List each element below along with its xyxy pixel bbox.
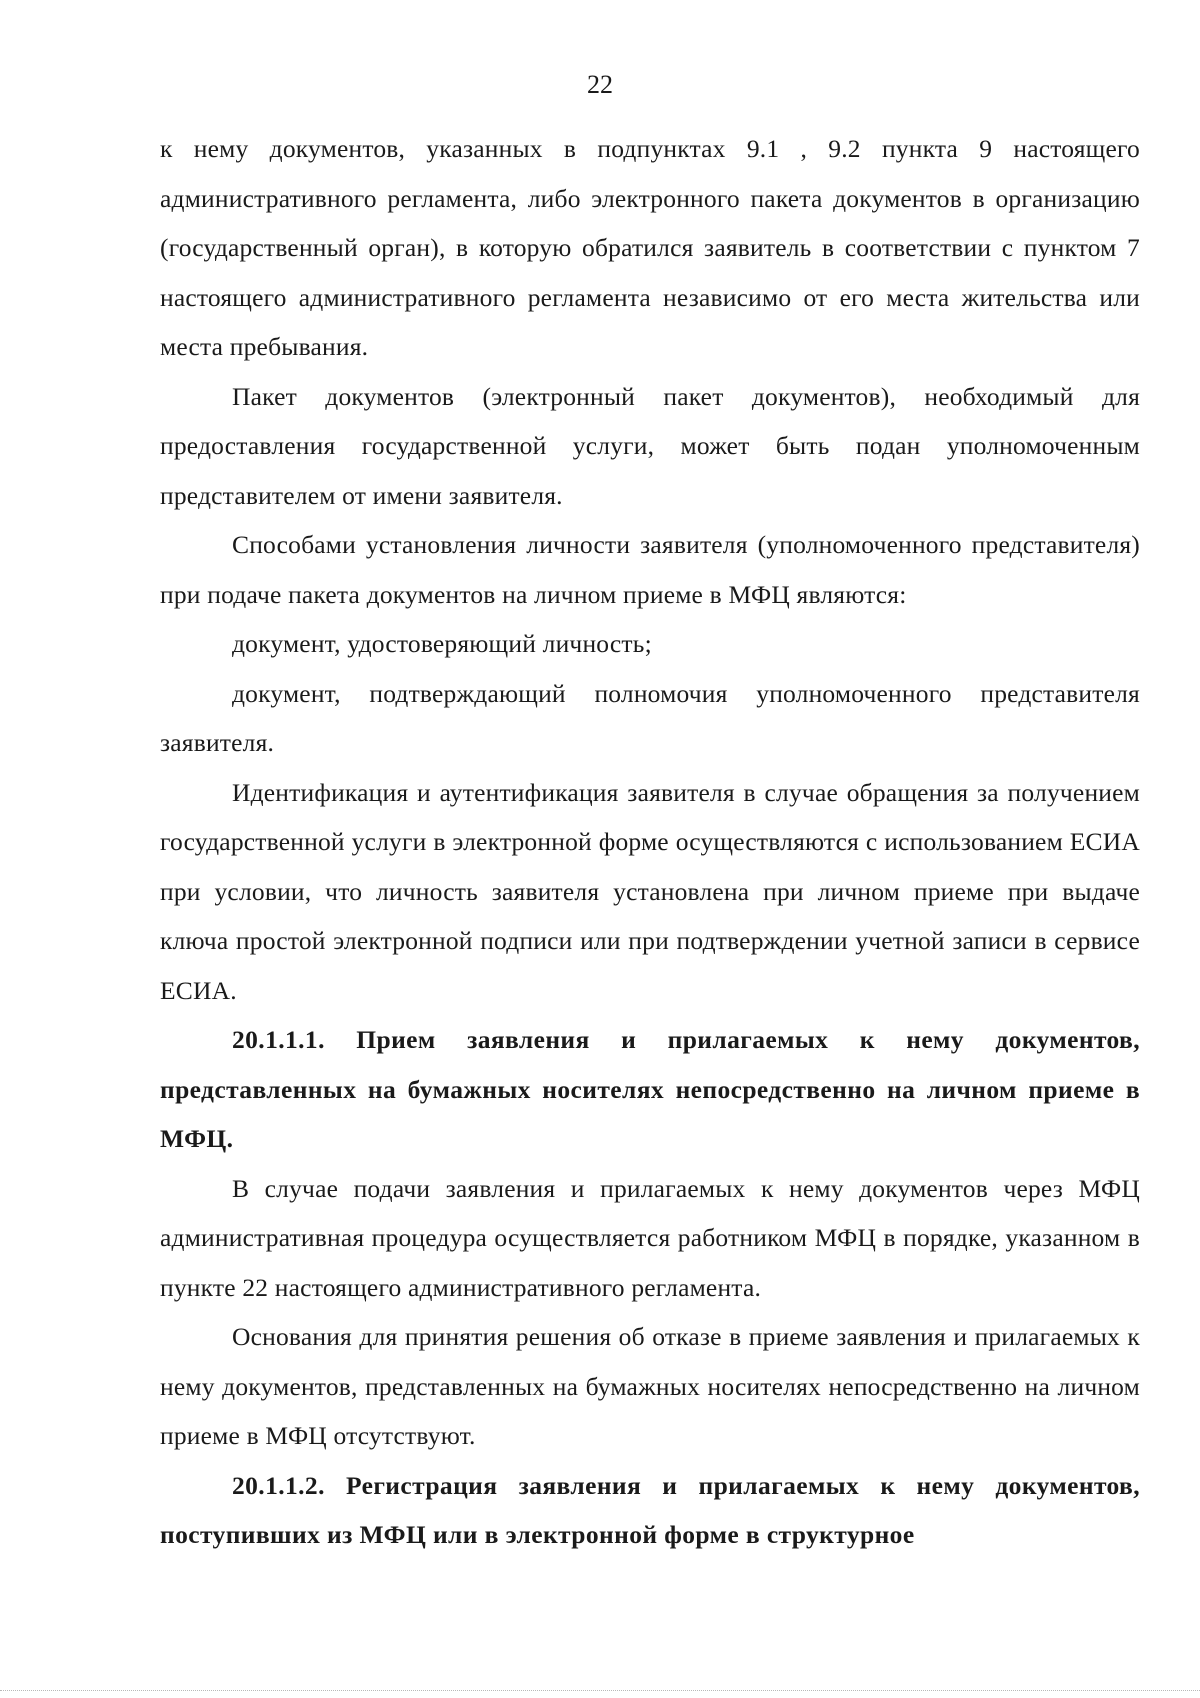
section-heading-20-1-1-2: 20.1.1.2. Регистрация заявления и прилагаемых к нему документов, поступивших из МФЦ или в электронной форме в структурное bbox=[160, 1470, 1140, 1549]
paragraph-identification: Идентификация и аутентификация заявителя в случае обращения за получением государственной услуги в электронной форме осуществляются с использованием ЕСИА при условии, что личность заявителя установлена при личном приеме при выдаче ключа простой электронной подписи или при подтверждении учетной записи в сервисе ЕСИА. bbox=[160, 777, 1140, 1005]
list-item-identity-document: документ, удостоверяющий личность; bbox=[232, 629, 652, 658]
paragraph-mfc-procedure: В случае подачи заявления и прилагаемых к нему документов через МФЦ административная процедура осуществляется работником МФЦ в порядке, указанном в пункте 22 настоящего административного регламента. bbox=[160, 1173, 1140, 1302]
paragraph-identity-methods: Способами установления личности заявителя (уполномоченного представителя) при подаче пакета документов на личном приеме в МФЦ являются: bbox=[160, 530, 1140, 609]
scan-edge-rule bbox=[0, 1690, 1200, 1692]
paragraph-representative: Пакет документов (электронный пакет документов), необходимый для предоставления государственной услуги, может быть подан уполномоченным представителем от имени заявителя. bbox=[160, 381, 1140, 510]
paragraph-refusal-grounds: Основания для принятия решения об отказе в приеме заявления и прилагаемых к нему документов, представленных на бумажных носителях непосредственно на личном приеме в МФЦ отсутствуют. bbox=[160, 1322, 1140, 1450]
document-body bbox=[160, 124, 1140, 1560]
paragraph-continuation: к нему документов, указанных в подпунктах 9.1 , 9.2 пункта 9 настоящего административного регламента, либо электронного пакета документов в организацию (государственный орган), в которую обратился заявитель в соответствии с пунктом 7 настоящего административного регламента независимо от его места жительства или места пребывания. bbox=[160, 134, 1140, 361]
section-heading-20-1-1-1: 20.1.1.1. Прием заявления и прилагаемых к нему документов, представленных на бумажных носителях непосредственно на личном приеме в МФЦ. bbox=[160, 1025, 1140, 1153]
list-item-authority-document: документ, подтверждающий полномочия уполномоченного представителя заявителя. bbox=[160, 678, 1140, 757]
page-number: 22 bbox=[587, 70, 613, 99]
